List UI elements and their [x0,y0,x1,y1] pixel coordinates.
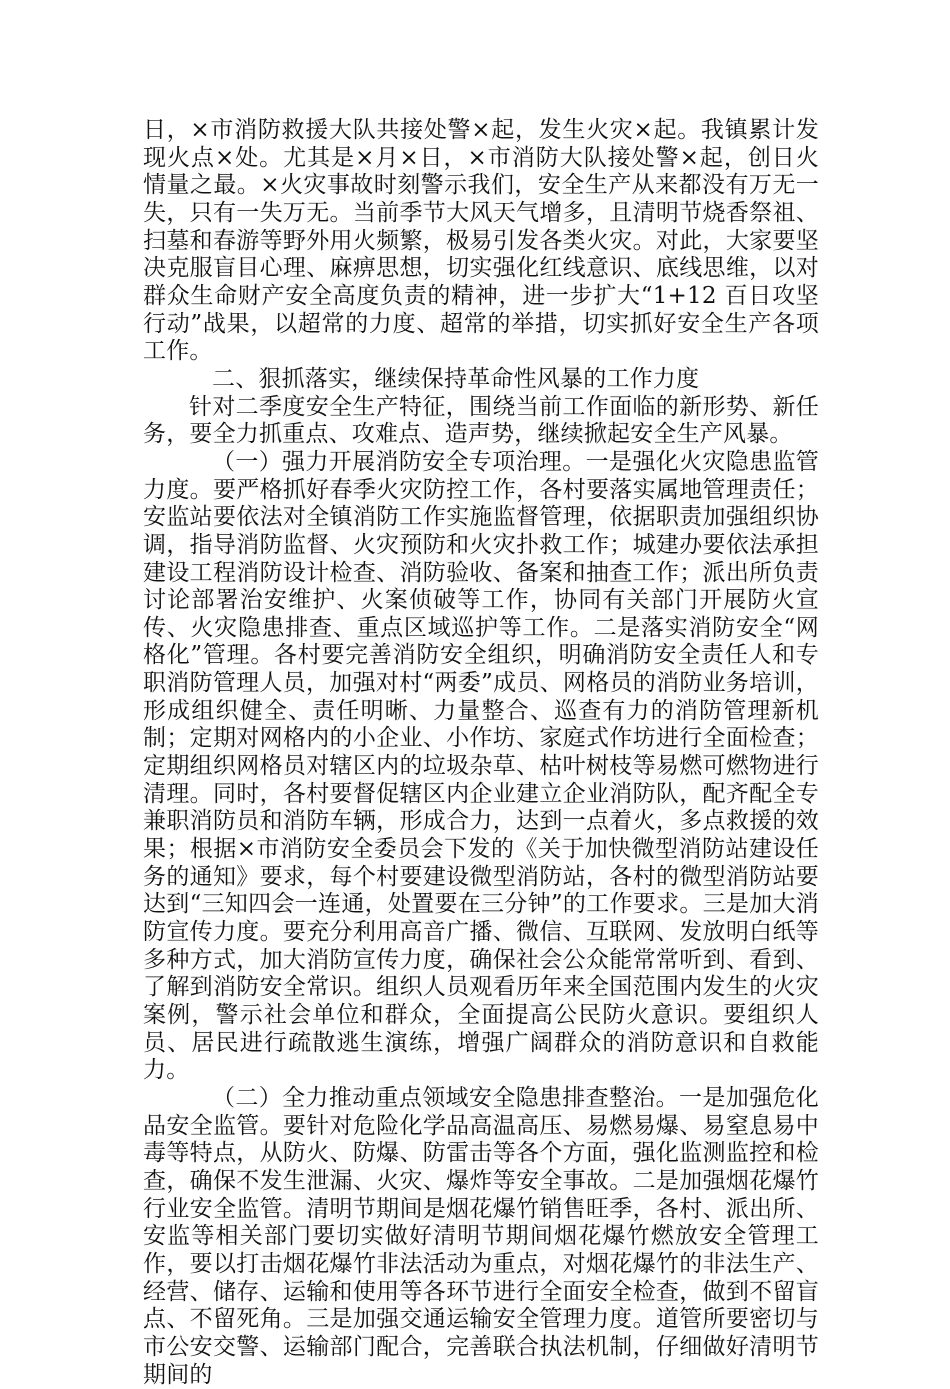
paragraph-hazard-inspection: （二）全力推动重点领域安全隐患排查整治。一是加强危化品安全监管。要针对危险化学品高温高压、易燃易爆、易窒息易中毒等特点，从防火、防爆、防雷击等各个方面，强化监测监控和检查，确保不发生泄漏、火灾、爆炸等安全事故。二是加强烟花爆竹行业安全监管。清明节期间是烟花爆竹销售旺季，各村、派出所、安监等相关部门要切实做好清明节期间烟花爆竹燃放安全管理工作，要以打击烟花爆竹非法活动为重点，对烟花爆竹的非法生产、经营、储存、运输和使用等各环节进行全面安全检查，做到不留盲点、不留死角。三是加强交通运输安全管理力度。道管所要密切与市公安交警、运输部门配合，完善联合执法机制，仔细做好清明节期间的 [143,1084,819,1388]
paragraph-continuation: 日，×市消防救援大队共接处警×起，发生火灾×起。我镇累计发现火点×处。尤其是×月×日，×市消防大队接处警×起，创日火情量之最。×火灾事故时刻警示我们，安全生产从来都没有万无一失，只有一失万无。当前季节大风天气增多，且清明节烧香祭祖、扫墓和春游等野外用火频繁，极易引发各类火灾。对此，大家要坚决克服盲目心理、麻痹思想，切实强化红线意识、底线思维，以对群众生命财产安全高度负责的精神，进一步扩大“1+12 百日攻坚行动”战果，以超常的力度、超常的举措，切实抓好安全生产各项工作。 [143,117,819,365]
paragraph-intro: 针对二季度安全生产特征，围绕当前工作面临的新形势、新任务，要全力抓重点、攻难点、造声势，继续掀起安全生产风暴。 [143,393,819,448]
document-body [143,117,819,1389]
section-heading: 二、狠抓落实，继续保持革命性风暴的工作力度 [212,365,700,392]
paragraph-fire-safety: （一）强力开展消防安全专项治理。一是强化火灾隐患监管力度。要严格抓好春季火灾防控工作，各村要落实属地管理责任；安监站要依法对全镇消防工作实施监督管理，依据职责加强组织协调，指导消防监督、火灾预防和火灾扑救工作；城建办要依法承担建设工程消防设计检查、消防验收、备案和抽查工作；派出所负责讨论部署治安维护、火案侦破等工作，协同有关部门开展防火宣传、火灾隐患排查、重点区域巡护等工作。二是落实消防安全“网格化”管理。各村要完善消防安全组织，明确消防安全责任人和专职消防管理人员，加强对村“两委”成员、网格员的消防业务培训，形成组织健全、责任明晰、力量整合、巡查有力的消防管理新机制；定期对网格内的小企业、小作坊、家庭式作坊进行全面检查；定期组织网格员对辖区内的垃圾杂草、枯叶树枝等易燃可燃物进行清理。同时，各村要督促辖区内企业建立企业消防队，配齐配全专兼职消防员和消防车辆，形成合力，达到一点着火，多点救援的效果；根据×市消防安全委员会下发的《关于加快微型消防站建设任务的通知》要求，每个村要建设微型消防站，各村的微型消防站要达到“三知四会一连通，处置要在三分钟”的工作要求。三是加大消防宣传力度。要充分利用高音广播、微信、互联网、发放明白纸等多种方式，加大消防宣传力度，确保社会公众能常常听到、看到、了解到消防安全常识。组织人员观看历年来全国范围内发生的火灾案例，警示社会单位和群众，全面提高公民防火意识。要组织人员、居民进行疏散逃生演练，增强广阔群众的消防意识和自救能力。 [143,448,819,1084]
